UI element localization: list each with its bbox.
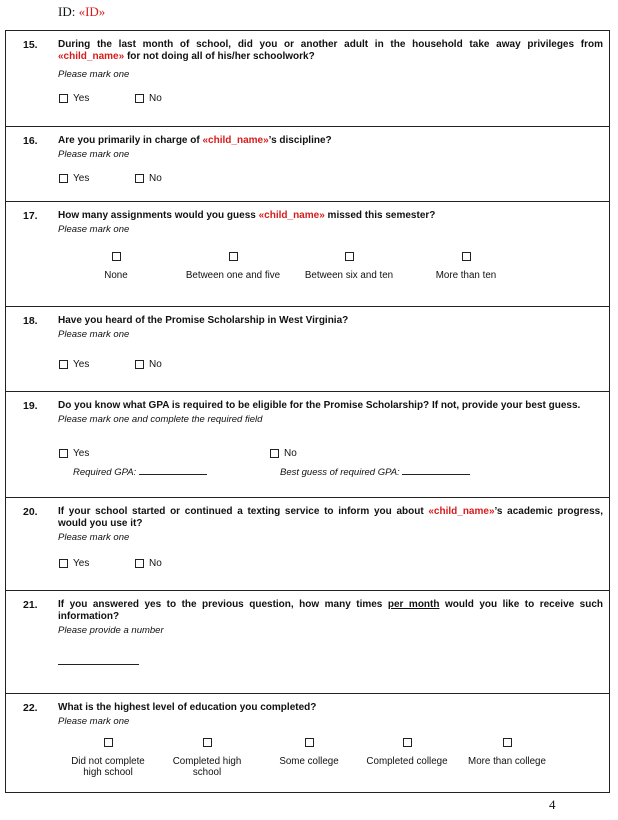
instruction: Please mark one and complete the required field: [58, 414, 263, 425]
survey-form: [5, 30, 610, 793]
option-no[interactable]: No: [270, 448, 297, 459]
checkbox-icon[interactable]: [135, 94, 144, 103]
child-name-field: «child_name»: [202, 135, 269, 146]
child-name-field: «child_name»: [428, 506, 495, 517]
instruction: Please mark one: [58, 716, 130, 727]
child-name-field: «child_name»: [58, 51, 125, 62]
checkbox-icon[interactable]: [59, 449, 68, 458]
question-21: [6, 591, 609, 694]
question-text: If you answered yes to the previous question, how many times per month would you like to receive such information?: [58, 599, 604, 622]
page-number: 4: [549, 797, 556, 812]
instruction: Please mark one: [58, 532, 130, 543]
checkbox-icon[interactable]: [59, 559, 68, 568]
question-number: 16.: [23, 135, 38, 147]
option-six-to-ten[interactable]: Between six and ten: [294, 252, 404, 281]
option-completed-hs[interactable]: Completed high school: [166, 738, 248, 778]
question-22: [6, 694, 609, 792]
question-text: Have you heard of the Promise Scholarship in West Virginia?: [58, 315, 349, 326]
option-yes[interactable]: Yes: [59, 173, 89, 184]
checkbox-icon[interactable]: [135, 174, 144, 183]
question-text: Do you know what GPA is required to be eligible for the Promise Scholarship? If not, provide your best guess.: [58, 400, 581, 411]
question-number: 17.: [23, 210, 38, 222]
instruction: Please provide a number: [58, 625, 164, 636]
question-number: 20.: [23, 506, 38, 518]
option-yes[interactable]: Yes: [59, 448, 89, 459]
instruction: Please mark one: [58, 149, 130, 160]
checkbox-icon[interactable]: [462, 252, 471, 261]
question-text: How many assignments would you guess «child_name» missed this semester?: [58, 210, 436, 221]
checkbox-icon[interactable]: [305, 738, 314, 747]
question-text: What is the highest level of education you completed?: [58, 702, 317, 713]
checkbox-icon[interactable]: [135, 360, 144, 369]
checkbox-icon[interactable]: [270, 449, 279, 458]
required-gpa-input[interactable]: [139, 464, 207, 475]
option-no[interactable]: No: [135, 173, 162, 184]
question-number: 18.: [23, 315, 38, 327]
checkbox-icon[interactable]: [403, 738, 412, 747]
question-text: During the last month of school, did you or another adult in the household take away privileges from «child_name» for not doing all of his/her schoolwork?: [58, 39, 603, 62]
question-19: [6, 392, 609, 498]
question-text: Are you primarily in charge of «child_name»’s discipline?: [58, 135, 332, 146]
option-completed-college[interactable]: Completed college: [357, 738, 457, 767]
option-more-than-ten[interactable]: More than ten: [416, 252, 516, 281]
question-18: [6, 307, 609, 392]
checkbox-icon[interactable]: [112, 252, 121, 261]
question-20: [6, 498, 609, 591]
option-more-than-college[interactable]: More than college: [461, 738, 553, 767]
question-text: If your school started or continued a texting service to inform you about «child_name»’s academic progress, would you use it?: [58, 506, 604, 529]
checkbox-icon[interactable]: [59, 174, 68, 183]
best-guess-input[interactable]: [402, 464, 470, 475]
option-one-to-five[interactable]: Between one and five: [178, 252, 288, 281]
option-yes[interactable]: Yes: [59, 359, 89, 370]
option-did-not-complete-hs[interactable]: Did not complete high school: [62, 738, 154, 778]
id-header: [58, 4, 105, 20]
id-label: ID:: [58, 4, 76, 19]
checkbox-icon[interactable]: [229, 252, 238, 261]
best-guess-field[interactable]: Best guess of required GPA:: [280, 464, 470, 478]
checkbox-icon[interactable]: [135, 559, 144, 568]
checkbox-icon[interactable]: [59, 94, 68, 103]
instruction: Please mark one: [58, 329, 130, 340]
checkbox-icon[interactable]: [203, 738, 212, 747]
required-gpa-field[interactable]: Required GPA:: [73, 464, 207, 478]
number-input-line[interactable]: [58, 664, 139, 665]
checkbox-icon[interactable]: [104, 738, 113, 747]
checkbox-icon[interactable]: [59, 360, 68, 369]
option-no[interactable]: No: [135, 558, 162, 569]
checkbox-icon[interactable]: [503, 738, 512, 747]
option-yes[interactable]: Yes: [59, 558, 89, 569]
option-no[interactable]: No: [135, 93, 162, 104]
checkbox-icon[interactable]: [345, 252, 354, 261]
question-16: [6, 127, 609, 202]
question-number: 19.: [23, 400, 38, 412]
question-15: [6, 31, 609, 127]
question-number: 21.: [23, 599, 38, 611]
child-name-field: «child_name»: [258, 210, 325, 221]
question-number: 22.: [23, 702, 38, 714]
option-none[interactable]: None: [76, 252, 156, 281]
option-yes[interactable]: Yes: [59, 93, 89, 104]
instruction: Please mark one: [58, 69, 130, 80]
question-number: 15.: [23, 39, 38, 51]
instruction: Please mark one: [58, 224, 130, 235]
id-field: «ID»: [78, 4, 106, 19]
question-17: [6, 202, 609, 307]
option-some-college[interactable]: Some college: [266, 738, 352, 767]
option-no[interactable]: No: [135, 359, 162, 370]
